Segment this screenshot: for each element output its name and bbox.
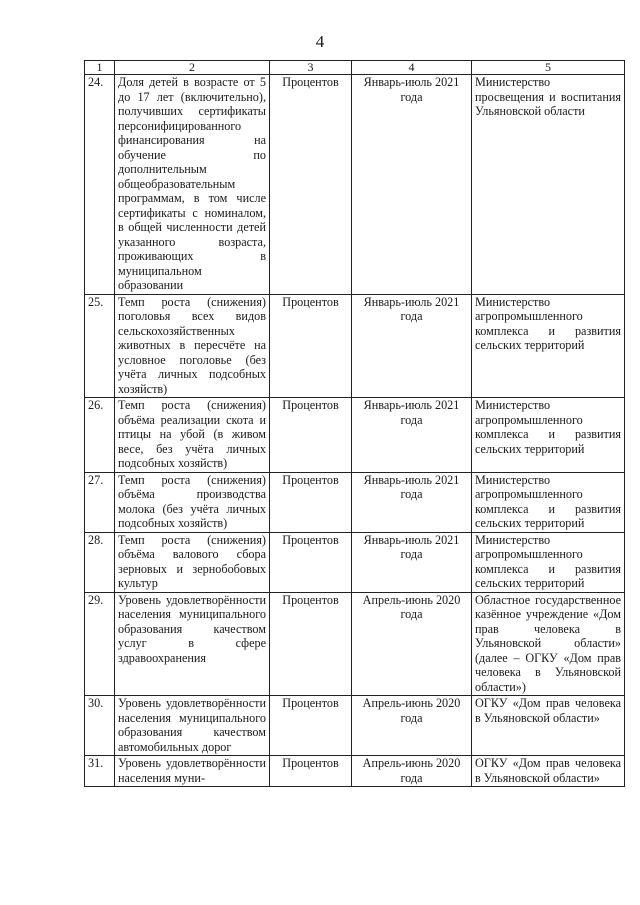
indicator-name: Уровень удовлетворённости населения муниципального образования качеством услуг в сфере здравоохранения [115, 592, 270, 696]
responsible-cell: Министерство агропромышленного комплекса и развития сельских территорий [472, 472, 625, 532]
responsible-cell: ОГКУ «Дом прав человека в Ульяновской области» [472, 696, 625, 756]
row-number: 30. [85, 696, 115, 756]
unit-cell: Процентов [270, 532, 352, 592]
row-number: 27. [85, 472, 115, 532]
period-cell: Апрель-июнь 2020 года [352, 756, 472, 787]
table-header-row [85, 61, 625, 75]
table-row [85, 532, 625, 592]
responsible-cell: Областное государственное казённое учреждение «Дом прав человека в Ульяновской области» (далее – ОГКУ «Дом прав человека в Ульяновской области») [472, 592, 625, 696]
indicator-name: Уровень удовлетворённости населения муниципального образования качеством автомобильных дорог [115, 696, 270, 756]
row-number: 28. [85, 532, 115, 592]
unit-cell: Процентов [270, 472, 352, 532]
indicator-name: Темп роста (снижения) поголовья всех видов сельскохозяйственных животных в пересчёте на условное поголовье (без учёта личных подсобных хозяйств) [115, 294, 270, 398]
table-row [85, 472, 625, 532]
indicator-name: Доля детей в возрасте от 5 до 17 лет (включительно), получивших сертификаты персонифицированного финансирования на обучение по дополнительным общеобразовательным программам, в том числе сертификаты с номиналом, в общей численности детей указанного возраста, проживающих в муниципальном образовании [115, 75, 270, 295]
period-cell: Январь-июль 2021 года [352, 75, 472, 295]
column-header-period: 4 [352, 61, 472, 75]
unit-cell: Процентов [270, 756, 352, 787]
responsible-cell: Министерство просвещения и воспитания Ульяновской области [472, 75, 625, 295]
row-number: 29. [85, 592, 115, 696]
table-row [85, 592, 625, 696]
row-number: 24. [85, 75, 115, 295]
row-number: 31. [85, 756, 115, 787]
indicator-name: Темп роста (снижения) объёма валового сбора зерновых и зернобобовых культур [115, 532, 270, 592]
period-cell: Январь-июль 2021 года [352, 472, 472, 532]
column-header-indicator: 2 [115, 61, 270, 75]
responsible-cell: Министерство агропромышленного комплекса и развития сельских территорий [472, 294, 625, 398]
unit-cell: Процентов [270, 398, 352, 473]
column-header-responsible: 5 [472, 61, 625, 75]
column-header-unit: 3 [270, 61, 352, 75]
period-cell: Апрель-июнь 2020 года [352, 696, 472, 756]
indicator-name: Темп роста (снижения) объёма реализации скота и птицы на убой (в живом весе, без учёта личных подсобных хозяйств) [115, 398, 270, 473]
unit-cell: Процентов [270, 75, 352, 295]
table-row [85, 398, 625, 473]
indicator-name: Темп роста (снижения) объёма производства молока (без учёта личных подсобных хозяйств) [115, 472, 270, 532]
unit-cell: Процентов [270, 294, 352, 398]
indicators-table [84, 60, 625, 787]
table-row [85, 756, 625, 787]
period-cell: Январь-июль 2021 года [352, 398, 472, 473]
page-number: 4 [315, 32, 325, 51]
row-number: 26. [85, 398, 115, 473]
unit-cell: Процентов [270, 696, 352, 756]
period-cell: Январь-июль 2021 года [352, 294, 472, 398]
period-cell: Апрель-июнь 2020 года [352, 592, 472, 696]
column-header-number: 1 [85, 61, 115, 75]
row-number: 25. [85, 294, 115, 398]
responsible-cell: Министерство агропромышленного комплекса и развития сельских территорий [472, 398, 625, 473]
indicator-name: Уровень удовлетворённости населения муни- [115, 756, 270, 787]
table-row [85, 696, 625, 756]
table-row [85, 75, 625, 295]
unit-cell: Процентов [270, 592, 352, 696]
period-cell: Январь-июль 2021 года [352, 532, 472, 592]
table-row [85, 294, 625, 398]
responsible-cell: ОГКУ «Дом прав человека в Ульяновской области» [472, 756, 625, 787]
responsible-cell: Министерство агропромышленного комплекса и развития сельских территорий [472, 532, 625, 592]
